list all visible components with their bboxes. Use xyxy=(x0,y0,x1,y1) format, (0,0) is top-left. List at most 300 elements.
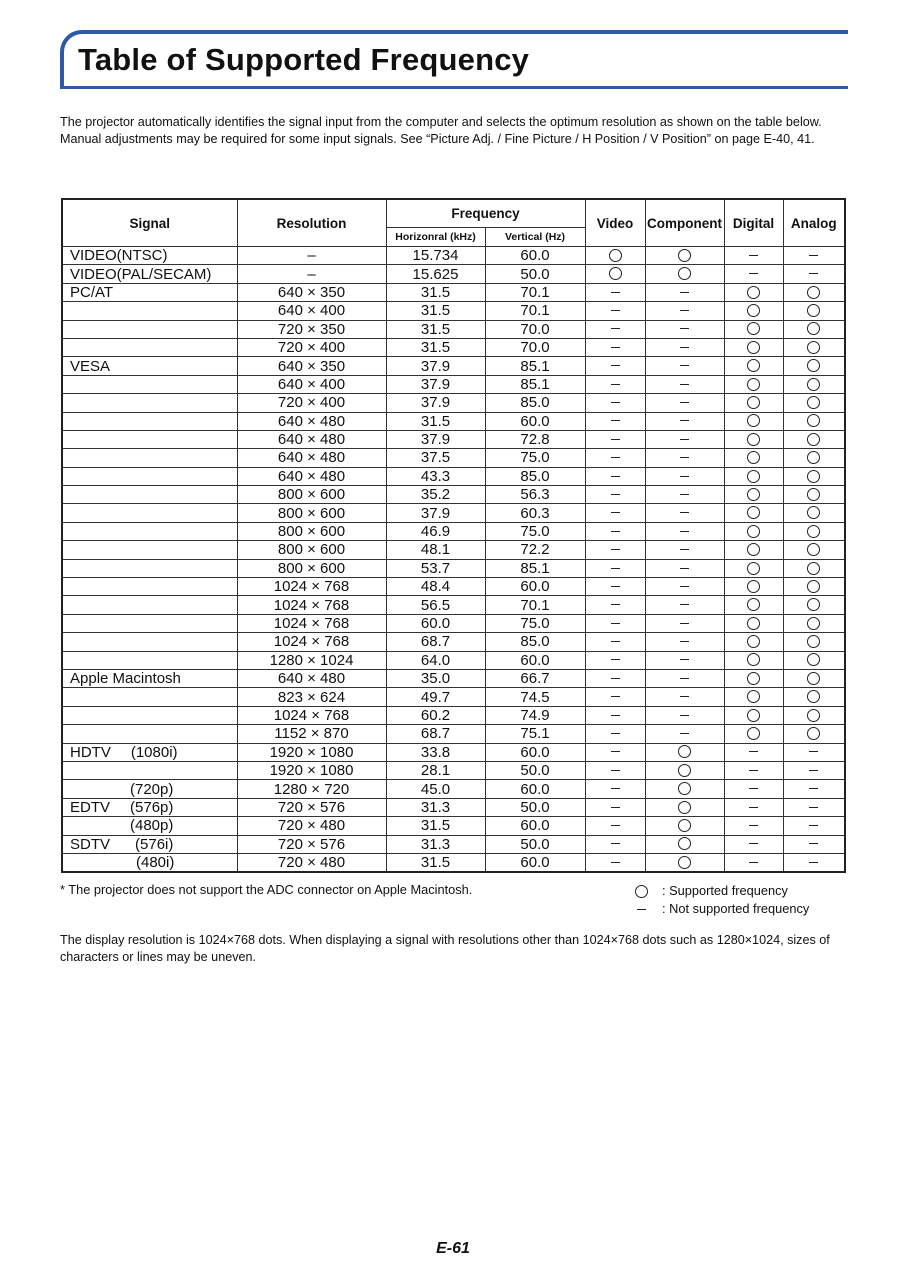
vertical-freq-cell: 75.0 xyxy=(485,614,585,632)
vertical-freq-cell: 60.0 xyxy=(485,853,585,872)
resolution-cell: 1024 × 768 xyxy=(237,578,386,596)
dash-icon xyxy=(680,568,689,569)
component-cell xyxy=(645,706,724,724)
vertical-freq-cell: 60.0 xyxy=(485,651,585,669)
horizontal-freq-cell: 56.5 xyxy=(386,596,485,614)
analog-cell xyxy=(783,486,845,504)
vertical-freq-cell: 60.0 xyxy=(485,578,585,596)
signal-cell xyxy=(62,559,237,577)
vertical-freq-cell: 85.0 xyxy=(485,394,585,412)
digital-cell xyxy=(724,394,783,412)
signal-sublabel: (576i) xyxy=(135,835,174,853)
horizontal-freq-cell: 35.2 xyxy=(386,486,485,504)
signal-label: VESA xyxy=(70,357,111,375)
horizontal-freq-cell: 48.1 xyxy=(386,541,485,559)
digital-cell xyxy=(724,302,783,320)
table-row xyxy=(62,283,845,301)
dash-icon xyxy=(611,807,620,808)
analog-cell xyxy=(783,706,845,724)
dash-icon xyxy=(611,751,620,752)
digital-cell xyxy=(724,780,783,798)
signal-label: Apple Macintosh xyxy=(70,670,181,688)
table-body xyxy=(62,247,845,872)
circle-icon xyxy=(747,414,760,427)
circle-icon xyxy=(678,249,691,262)
dash-icon xyxy=(680,586,689,587)
analog-cell xyxy=(783,320,845,338)
circle-icon xyxy=(747,727,760,740)
vertical-freq-cell: 85.0 xyxy=(485,467,585,485)
component-cell xyxy=(645,853,724,872)
video-cell xyxy=(585,853,645,872)
header-digital: Digital xyxy=(724,199,783,247)
analog-cell xyxy=(783,835,845,853)
horizontal-freq-cell: 31.3 xyxy=(386,835,485,853)
signal-sublabel: (720p) xyxy=(130,780,174,798)
horizontal-freq-cell: 37.9 xyxy=(386,430,485,448)
signal-sublabel: (480p) xyxy=(130,817,174,835)
analog-cell xyxy=(783,449,845,467)
analog-cell xyxy=(783,283,845,301)
component-cell xyxy=(645,283,724,301)
signal-cell xyxy=(62,596,237,614)
circle-icon xyxy=(609,267,622,280)
dash-icon xyxy=(611,310,620,311)
signal-cell xyxy=(62,817,237,835)
dash-icon xyxy=(611,788,620,789)
signal-cell xyxy=(62,247,237,265)
vertical-freq-cell: 70.1 xyxy=(485,283,585,301)
component-cell xyxy=(645,486,724,504)
dash-icon xyxy=(611,457,620,458)
dash-icon xyxy=(680,494,689,495)
dash-icon xyxy=(680,623,689,624)
table-row xyxy=(62,541,845,559)
dash-icon xyxy=(680,384,689,385)
video-cell xyxy=(585,357,645,375)
circle-icon xyxy=(807,304,820,317)
circle-icon xyxy=(747,543,760,556)
circle-icon xyxy=(747,451,760,464)
dash-icon xyxy=(680,328,689,329)
dash-icon xyxy=(611,549,620,550)
analog-cell xyxy=(783,357,845,375)
dash-icon xyxy=(749,273,758,274)
dash-icon xyxy=(680,715,689,716)
horizontal-freq-cell: 15.625 xyxy=(386,265,485,283)
signal-sublabel: (576p) xyxy=(130,798,174,816)
dash-icon xyxy=(680,439,689,440)
circle-icon xyxy=(807,414,820,427)
resolution-cell: 640 × 480 xyxy=(237,430,386,448)
dash-icon xyxy=(611,770,620,771)
video-cell xyxy=(585,394,645,412)
circle-icon xyxy=(807,562,820,575)
dash-icon xyxy=(611,604,620,605)
horizontal-freq-cell: 37.9 xyxy=(386,504,485,522)
video-cell xyxy=(585,817,645,835)
circle-icon xyxy=(807,709,820,722)
resolution-cell: – xyxy=(237,265,386,283)
video-cell xyxy=(585,375,645,393)
component-cell xyxy=(645,302,724,320)
vertical-freq-cell: 85.0 xyxy=(485,633,585,651)
horizontal-freq-cell: 31.5 xyxy=(386,853,485,872)
component-cell xyxy=(645,633,724,651)
dash-icon xyxy=(611,696,620,697)
dash-icon xyxy=(611,292,620,293)
video-cell xyxy=(585,265,645,283)
dash-icon xyxy=(809,255,818,256)
component-cell xyxy=(645,412,724,430)
legend-not-supported xyxy=(620,900,809,918)
resolution-cell: 1024 × 768 xyxy=(237,706,386,724)
signal-cell xyxy=(62,265,237,283)
signal-cell xyxy=(62,283,237,301)
circle-icon xyxy=(807,727,820,740)
horizontal-freq-cell: 31.5 xyxy=(386,817,485,835)
digital-cell xyxy=(724,688,783,706)
resolution-cell: 720 × 480 xyxy=(237,817,386,835)
analog-cell xyxy=(783,596,845,614)
component-cell xyxy=(645,798,724,816)
vertical-freq-cell: 85.1 xyxy=(485,559,585,577)
resolution-cell: 640 × 350 xyxy=(237,357,386,375)
dash-icon xyxy=(611,328,620,329)
title-underline xyxy=(60,86,848,89)
digital-cell xyxy=(724,761,783,779)
dash-icon xyxy=(680,696,689,697)
analog-cell xyxy=(783,853,845,872)
horizontal-freq-cell: 37.9 xyxy=(386,357,485,375)
vertical-freq-cell: 72.8 xyxy=(485,430,585,448)
table-row xyxy=(62,247,845,265)
circle-icon xyxy=(747,359,760,372)
signal-cell xyxy=(62,320,237,338)
table-row xyxy=(62,265,845,283)
signal-cell xyxy=(62,798,237,816)
digital-cell xyxy=(724,449,783,467)
circle-icon xyxy=(747,635,760,648)
horizontal-freq-cell: 68.7 xyxy=(386,725,485,743)
dash-icon xyxy=(809,825,818,826)
component-cell xyxy=(645,375,724,393)
component-cell xyxy=(645,247,724,265)
dash-icon xyxy=(680,604,689,605)
digital-cell xyxy=(724,283,783,301)
digital-cell xyxy=(724,504,783,522)
resolution-note: The display resolution is 1024×768 dots. When displaying a signal with resolutions other than 1024×768 dots such as 1280×1024, sizes of characters or lines may be uneven. xyxy=(60,933,830,964)
digital-cell xyxy=(724,651,783,669)
video-cell xyxy=(585,651,645,669)
circle-icon xyxy=(807,396,820,409)
dash-icon xyxy=(611,825,620,826)
digital-cell xyxy=(724,467,783,485)
video-cell xyxy=(585,614,645,632)
analog-cell xyxy=(783,375,845,393)
vertical-freq-cell: 60.0 xyxy=(485,780,585,798)
analog-cell xyxy=(783,247,845,265)
circle-icon xyxy=(807,488,820,501)
circle-icon xyxy=(678,837,691,850)
table-row xyxy=(62,614,845,632)
component-cell xyxy=(645,467,724,485)
table-row xyxy=(62,504,845,522)
circle-icon xyxy=(807,433,820,446)
header-component: Component xyxy=(645,199,724,247)
digital-cell xyxy=(724,596,783,614)
vertical-freq-cell: 75.1 xyxy=(485,725,585,743)
dash-icon xyxy=(680,641,689,642)
signal-cell xyxy=(62,669,237,687)
signal-sublabel: (480i) xyxy=(136,853,175,871)
resolution-cell: 1280 × 1024 xyxy=(237,651,386,669)
resolution-cell: 800 × 600 xyxy=(237,541,386,559)
signal-cell xyxy=(62,651,237,669)
circle-icon xyxy=(678,267,691,280)
component-cell xyxy=(645,320,724,338)
dash-icon xyxy=(680,512,689,513)
table-row xyxy=(62,449,845,467)
vertical-freq-cell: 66.7 xyxy=(485,669,585,687)
dash-icon xyxy=(611,439,620,440)
signal-label: HDTV xyxy=(70,743,111,761)
dash-icon xyxy=(749,807,758,808)
analog-cell xyxy=(783,302,845,320)
horizontal-freq-cell: 48.4 xyxy=(386,578,485,596)
signal-cell xyxy=(62,633,237,651)
table-row xyxy=(62,394,845,412)
video-cell xyxy=(585,761,645,779)
component-cell xyxy=(645,780,724,798)
table-row xyxy=(62,320,845,338)
vertical-freq-cell: 60.0 xyxy=(485,247,585,265)
resolution-cell: 720 × 350 xyxy=(237,320,386,338)
dash-icon xyxy=(611,659,620,660)
digital-cell xyxy=(724,798,783,816)
circle-icon xyxy=(747,506,760,519)
digital-cell xyxy=(724,853,783,872)
component-cell xyxy=(645,504,724,522)
signal-cell xyxy=(62,430,237,448)
digital-cell xyxy=(724,669,783,687)
dash-icon xyxy=(611,623,620,624)
analog-cell xyxy=(783,817,845,835)
horizontal-freq-cell: 37.5 xyxy=(386,449,485,467)
component-cell xyxy=(645,338,724,356)
dash-icon xyxy=(680,310,689,311)
vertical-freq-cell: 56.3 xyxy=(485,486,585,504)
video-cell xyxy=(585,596,645,614)
digital-cell xyxy=(724,357,783,375)
component-cell xyxy=(645,449,724,467)
digital-cell xyxy=(724,743,783,761)
table-row xyxy=(62,688,845,706)
dash-icon xyxy=(809,843,818,844)
circle-icon xyxy=(747,304,760,317)
component-cell xyxy=(645,651,724,669)
table-row xyxy=(62,467,845,485)
circle-icon xyxy=(807,451,820,464)
circle-icon xyxy=(807,617,820,630)
dash-icon xyxy=(680,457,689,458)
analog-cell xyxy=(783,504,845,522)
resolution-cell: 800 × 600 xyxy=(237,504,386,522)
video-cell xyxy=(585,578,645,596)
digital-cell xyxy=(724,265,783,283)
vertical-freq-cell: 50.0 xyxy=(485,265,585,283)
circle-icon xyxy=(747,433,760,446)
circle-icon xyxy=(747,525,760,538)
circle-icon xyxy=(747,617,760,630)
vertical-freq-cell: 75.0 xyxy=(485,522,585,540)
resolution-cell: 720 × 400 xyxy=(237,338,386,356)
vertical-freq-cell: 70.0 xyxy=(485,338,585,356)
digital-cell xyxy=(724,486,783,504)
circle-icon xyxy=(678,782,691,795)
dash-icon xyxy=(809,770,818,771)
dash-icon xyxy=(809,807,818,808)
table-row xyxy=(62,633,845,651)
horizontal-freq-cell: 31.5 xyxy=(386,283,485,301)
page-title: Table of Supported Frequency xyxy=(78,42,530,77)
signal-cell xyxy=(62,338,237,356)
circle-icon xyxy=(747,672,760,685)
signal-cell xyxy=(62,394,237,412)
dash-icon xyxy=(809,862,818,863)
horizontal-freq-cell: 31.5 xyxy=(386,320,485,338)
digital-cell xyxy=(724,247,783,265)
circle-icon xyxy=(678,745,691,758)
circle-icon xyxy=(807,653,820,666)
video-cell xyxy=(585,504,645,522)
dash-icon xyxy=(680,531,689,532)
component-cell xyxy=(645,669,724,687)
dash-icon xyxy=(680,292,689,293)
table-row xyxy=(62,522,845,540)
circle-icon xyxy=(807,525,820,538)
analog-cell xyxy=(783,798,845,816)
analog-cell xyxy=(783,669,845,687)
signal-cell xyxy=(62,357,237,375)
resolution-cell: 720 × 480 xyxy=(237,853,386,872)
circle-icon xyxy=(807,378,820,391)
digital-cell xyxy=(724,633,783,651)
digital-cell xyxy=(724,375,783,393)
video-cell xyxy=(585,302,645,320)
signal-cell xyxy=(62,780,237,798)
circle-icon xyxy=(635,885,648,898)
signal-cell xyxy=(62,578,237,596)
resolution-cell: 1024 × 768 xyxy=(237,633,386,651)
video-cell xyxy=(585,780,645,798)
dash-icon xyxy=(680,659,689,660)
analog-cell xyxy=(783,761,845,779)
header-vertical: Vertical (Hz) xyxy=(485,228,585,247)
header-horizontal: Horizonral (kHz) xyxy=(386,228,485,247)
resolution-cell: 720 × 400 xyxy=(237,394,386,412)
dash-icon xyxy=(611,384,620,385)
digital-cell xyxy=(724,835,783,853)
vertical-freq-cell: 50.0 xyxy=(485,761,585,779)
dash-icon xyxy=(809,273,818,274)
table-row xyxy=(62,486,845,504)
circle-icon xyxy=(807,598,820,611)
dash-icon xyxy=(809,751,818,752)
resolution-cell: 640 × 350 xyxy=(237,283,386,301)
dash-icon xyxy=(749,751,758,752)
dash-icon xyxy=(680,733,689,734)
signal-label: VIDEO(PAL/SECAM) xyxy=(70,265,212,283)
video-cell xyxy=(585,798,645,816)
analog-cell xyxy=(783,633,845,651)
digital-cell xyxy=(724,430,783,448)
header-signal: Signal xyxy=(62,199,237,247)
dash-icon xyxy=(749,825,758,826)
resolution-cell: – xyxy=(237,247,386,265)
table-row xyxy=(62,357,845,375)
circle-icon xyxy=(678,764,691,777)
dash-icon xyxy=(611,494,620,495)
video-cell xyxy=(585,522,645,540)
component-cell xyxy=(645,614,724,632)
resolution-cell: 720 × 576 xyxy=(237,835,386,853)
signal-cell xyxy=(62,614,237,632)
page-number: E-61 xyxy=(436,1240,470,1257)
analog-cell xyxy=(783,394,845,412)
dash-icon xyxy=(680,678,689,679)
analog-cell xyxy=(783,725,845,743)
dash-icon xyxy=(680,420,689,421)
video-cell xyxy=(585,541,645,559)
resolution-cell: 1920 × 1080 xyxy=(237,743,386,761)
table-row xyxy=(62,302,845,320)
table-row xyxy=(62,780,845,798)
video-cell xyxy=(585,835,645,853)
resolution-cell: 800 × 600 xyxy=(237,522,386,540)
table-row xyxy=(62,761,845,779)
video-cell xyxy=(585,743,645,761)
analog-cell xyxy=(783,467,845,485)
component-cell xyxy=(645,725,724,743)
table-row xyxy=(62,578,845,596)
dash-icon xyxy=(611,715,620,716)
circle-icon xyxy=(747,562,760,575)
circle-icon xyxy=(807,470,820,483)
digital-cell xyxy=(724,706,783,724)
analog-cell xyxy=(783,578,845,596)
analog-cell xyxy=(783,780,845,798)
digital-cell xyxy=(724,338,783,356)
frequency-table xyxy=(61,198,846,873)
horizontal-freq-cell: 31.5 xyxy=(386,338,485,356)
resolution-cell: 1920 × 1080 xyxy=(237,761,386,779)
resolution-cell: 640 × 400 xyxy=(237,375,386,393)
dash-icon xyxy=(611,678,620,679)
signal-cell xyxy=(62,522,237,540)
component-cell xyxy=(645,430,724,448)
digital-cell xyxy=(724,817,783,835)
vertical-freq-cell: 70.1 xyxy=(485,596,585,614)
header-video: Video xyxy=(585,199,645,247)
header-analog: Analog xyxy=(783,199,845,247)
resolution-cell: 823 × 624 xyxy=(237,688,386,706)
horizontal-freq-cell: 37.9 xyxy=(386,394,485,412)
circle-icon xyxy=(747,580,760,593)
circle-icon xyxy=(747,598,760,611)
table-row xyxy=(62,375,845,393)
horizontal-freq-cell: 33.8 xyxy=(386,743,485,761)
